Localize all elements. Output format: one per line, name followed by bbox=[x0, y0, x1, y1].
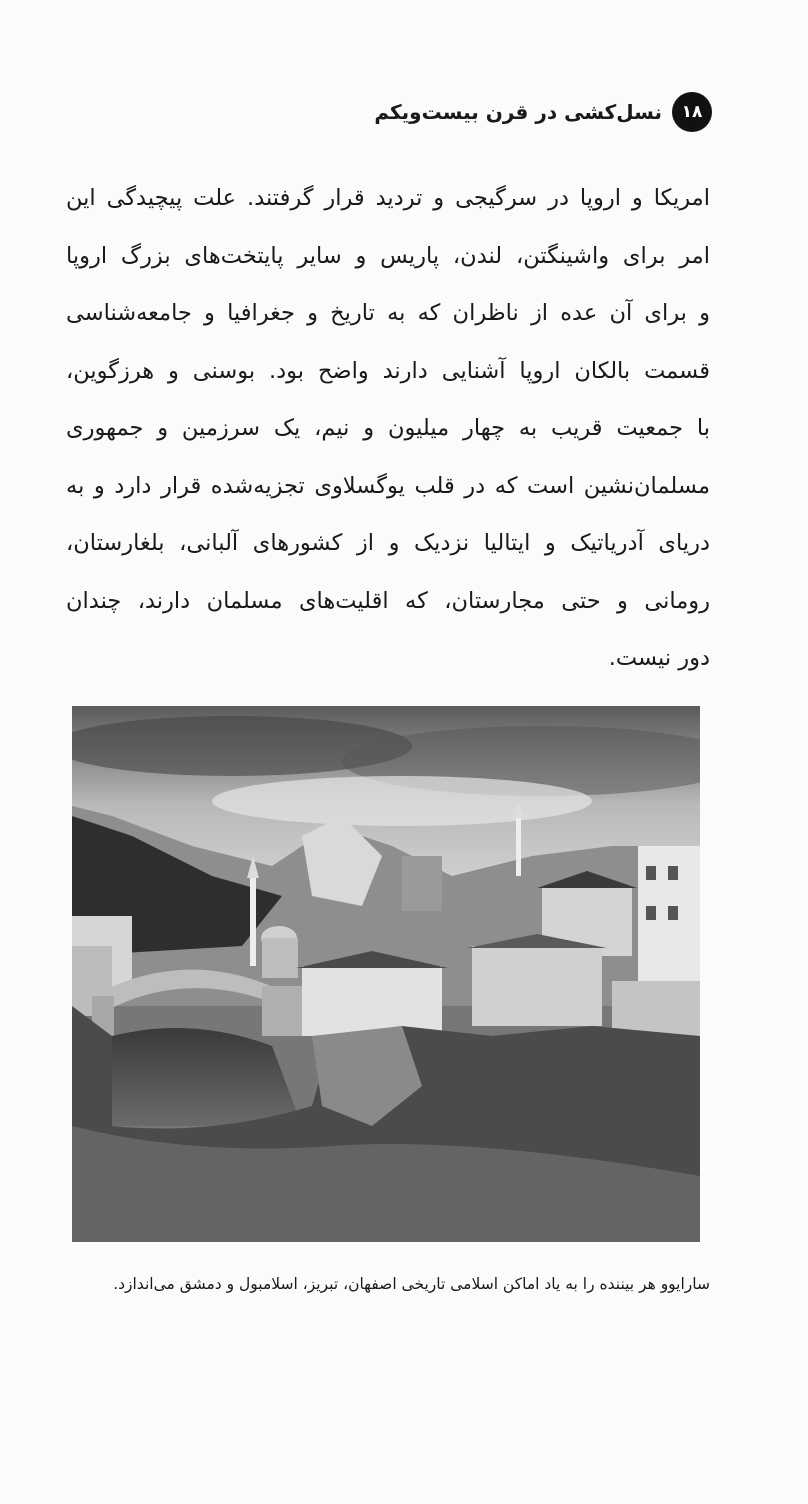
running-title: نسل‌کشی در قرن بیست‌ویکم bbox=[374, 100, 662, 124]
river bbox=[112, 1028, 302, 1126]
page-number-badge: ۱۸ bbox=[672, 92, 712, 132]
house bbox=[302, 966, 442, 1036]
text-line: دریای آدریاتیک و ایتالیا نزدیک و از کشورهای آلبانی، بلغارستان، bbox=[66, 530, 710, 556]
text-line: و برای آن عده از ناظران که به تاریخ و جغرافیا و جامعه‌شناسی bbox=[66, 300, 710, 326]
text-line: قسمت بالکان اروپا آشنایی دارند واضح بود. بوسنی و هرزگوین، bbox=[66, 357, 710, 384]
minaret bbox=[516, 816, 521, 876]
page-header bbox=[100, 86, 712, 138]
body-paragraph bbox=[66, 170, 710, 688]
stone-tower bbox=[402, 856, 442, 911]
text-line: امر برای واشینگتن، لندن، پاریس و سایر پایتخت‌های بزرگ اروپا bbox=[66, 242, 710, 269]
minaret bbox=[250, 876, 256, 966]
cloud bbox=[212, 776, 592, 826]
text-line: مسلمان‌نشین است که در قلب یوگسلاوی تجزیه‌شده قرار دارد و به bbox=[66, 472, 710, 499]
photo-illustration bbox=[72, 706, 700, 1242]
text-line: رومانی و حتی مجارستان، که اقلیت‌های مسلمان دارند، چندان bbox=[66, 587, 710, 614]
text-line: دور نیست. bbox=[608, 645, 710, 671]
house bbox=[472, 946, 602, 1026]
figure-caption: سارایوو هر بیننده را به یاد اماکن اسلامی تاریخی اصفهان، تبریز، اسلامبول و دمشق می‌اندازد. bbox=[113, 1275, 710, 1293]
figure-photo-old-town-bridge bbox=[72, 706, 700, 1242]
text-line: امریکا و اروپا در سرگیجی و تردید قرار گرفتند. علت پیچیدگی این bbox=[66, 185, 710, 211]
text-line: با جمعیت قریب به چهار میلیون و نیم، یک سرزمین و جمهوری bbox=[66, 415, 710, 441]
